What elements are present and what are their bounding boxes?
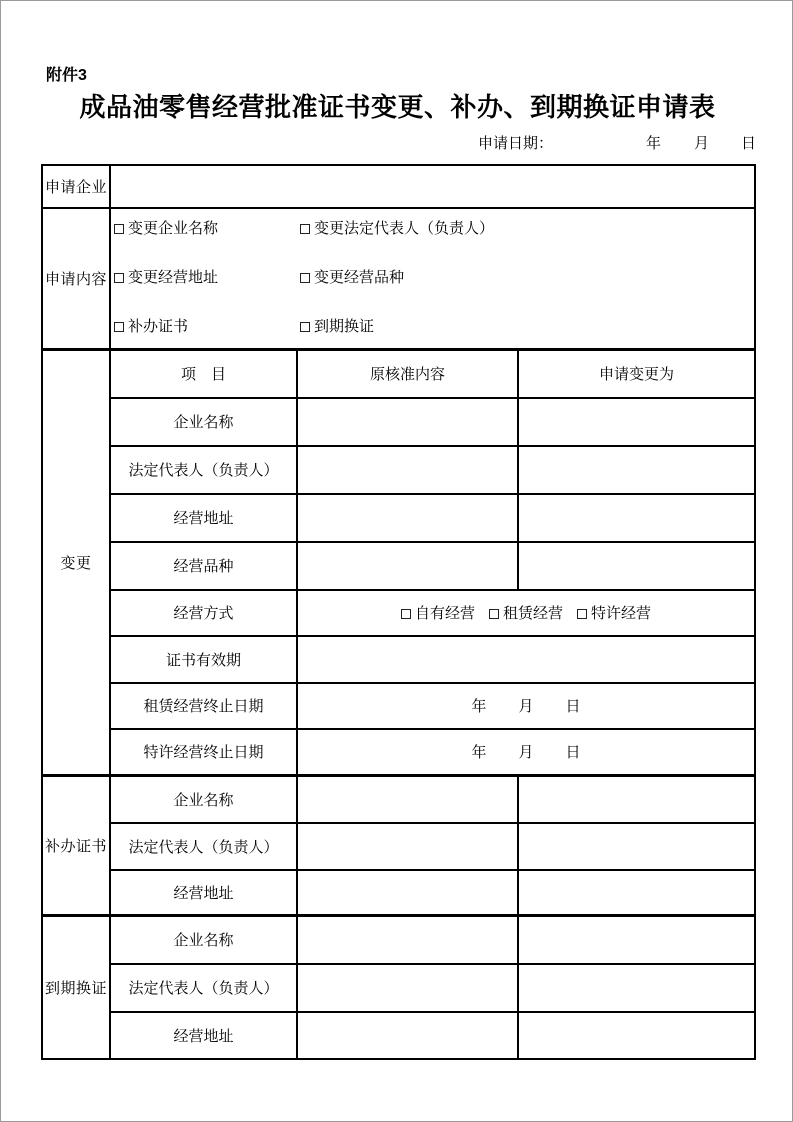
row-item-label: 经营品种 (110, 542, 297, 590)
year-label: 年 (471, 699, 487, 715)
applicant-row (42, 165, 755, 208)
validity-value-cell[interactable] (297, 636, 755, 683)
day-label: 日 (741, 136, 757, 152)
year-label: 年 (646, 136, 662, 152)
column-header-original: 原核准内容 (297, 350, 518, 398)
row-item-label: 特许经营终止日期 (110, 729, 297, 776)
table-row (42, 916, 755, 964)
row-item-label: 法定代表人（负责人） (110, 823, 297, 870)
checkbox-icon[interactable] (114, 273, 124, 283)
day-label: 日 (565, 745, 581, 762)
content-options (111, 209, 754, 348)
column-header-item: 项 目 (110, 350, 297, 398)
option-franchise-operated[interactable] (577, 602, 651, 623)
original-value-cell[interactable] (297, 446, 518, 494)
application-date-label: 申请日期： (478, 136, 554, 152)
content-row (42, 208, 755, 350)
checkbox-icon[interactable] (114, 322, 124, 332)
option-label: 特许经营 (591, 606, 652, 622)
row-item-label: 经营地址 (110, 494, 297, 542)
checkbox-icon[interactable] (300, 273, 310, 283)
change-to-value-cell[interactable] (518, 542, 755, 590)
franchise-end-date-cell[interactable] (297, 729, 755, 776)
row-item-label: 法定代表人（负责人） (110, 964, 297, 1012)
table-row (42, 542, 755, 590)
row-item-label: 经营方式 (110, 590, 297, 636)
original-value-cell[interactable] (297, 494, 518, 542)
table-row (42, 964, 755, 1012)
applicant-value-cell[interactable] (110, 165, 755, 208)
option-renew-certificate[interactable] (300, 319, 374, 336)
option-reissue-certificate[interactable] (114, 319, 300, 336)
franchise-end-date-row (42, 729, 755, 776)
operation-mode-options (401, 602, 651, 623)
option-label: 变更经营地址 (128, 270, 219, 286)
year-label: 年 (471, 745, 487, 762)
option-change-company-name[interactable] (114, 221, 300, 238)
table-row (42, 1012, 755, 1059)
fill-cell[interactable] (297, 776, 518, 823)
original-value-cell[interactable] (297, 398, 518, 446)
content-options-line-1 (114, 221, 754, 238)
reissue-section-label: 补办证书 (42, 776, 110, 916)
content-options-line-3 (114, 319, 754, 336)
content-options-cell (110, 208, 755, 350)
application-date-line (41, 132, 757, 152)
change-to-value-cell[interactable] (518, 398, 755, 446)
option-label: 变更企业名称 (128, 221, 219, 237)
fill-cell[interactable] (297, 964, 518, 1012)
applicant-label-cell: 申请企业 (42, 165, 110, 208)
option-lease-operated[interactable] (489, 602, 563, 623)
change-header-row (42, 350, 755, 398)
column-header-change-to: 申请变更为 (518, 350, 755, 398)
attachment-label: 附件3 (46, 67, 87, 84)
operation-mode-row (42, 590, 755, 636)
row-item-label: 法定代表人（负责人） (110, 446, 297, 494)
fill-cell[interactable] (518, 1012, 755, 1059)
certificate-validity-row (42, 636, 755, 683)
checkbox-icon[interactable] (577, 609, 587, 619)
renewal-section-label: 到期换证 (42, 916, 110, 1059)
option-change-business-address[interactable] (114, 270, 300, 287)
fill-cell[interactable] (297, 1012, 518, 1059)
row-item-label: 企业名称 (110, 398, 297, 446)
fill-cell[interactable] (518, 916, 755, 964)
row-item-label: 企业名称 (110, 916, 297, 964)
fill-cell[interactable] (297, 823, 518, 870)
checkbox-icon[interactable] (300, 322, 310, 332)
option-label: 变更经营品种 (314, 270, 405, 286)
lease-end-date-cell[interactable] (297, 683, 755, 729)
option-label: 租赁经营 (503, 606, 564, 622)
operation-mode-options-cell (297, 590, 755, 636)
fill-cell[interactable] (297, 870, 518, 916)
month-label: 月 (518, 699, 534, 715)
checkbox-icon[interactable] (114, 224, 124, 234)
content-label-cell: 申请内容 (42, 208, 110, 350)
page-title: 成品油零售经营批准证书变更、补办、到期换证申请表 (79, 93, 716, 122)
fill-cell[interactable] (518, 964, 755, 1012)
fill-cell[interactable] (518, 823, 755, 870)
option-label: 补办证书 (128, 319, 189, 335)
row-item-label: 企业名称 (110, 776, 297, 823)
original-value-cell[interactable] (297, 542, 518, 590)
content-options-line-2 (114, 270, 754, 287)
option-self-operated[interactable] (401, 602, 475, 623)
row-item-label: 租赁经营终止日期 (110, 683, 297, 729)
row-item-label: 证书有效期 (110, 636, 297, 683)
table-row (42, 494, 755, 542)
option-change-business-variety[interactable] (300, 270, 404, 287)
lease-end-date-row (42, 683, 755, 729)
change-to-value-cell[interactable] (518, 446, 755, 494)
table-row (42, 398, 755, 446)
option-label: 到期换证 (314, 319, 375, 335)
checkbox-icon[interactable] (489, 609, 499, 619)
application-form-table (41, 164, 756, 1060)
checkbox-icon[interactable] (401, 609, 411, 619)
row-item-label: 经营地址 (110, 1012, 297, 1059)
fill-cell[interactable] (297, 916, 518, 964)
table-row (42, 870, 755, 916)
month-label: 月 (518, 745, 534, 762)
row-item-label: 经营地址 (110, 870, 297, 916)
table-row (42, 446, 755, 494)
change-to-value-cell[interactable] (518, 494, 755, 542)
change-section-label: 变更 (42, 350, 110, 776)
checkbox-icon[interactable] (300, 224, 310, 234)
fill-cell[interactable] (518, 776, 755, 823)
fill-cell[interactable] (518, 870, 755, 916)
option-label: 自有经营 (414, 606, 475, 622)
day-label: 日 (565, 699, 581, 715)
month-label: 月 (694, 136, 710, 152)
option-change-legal-representative[interactable] (300, 221, 494, 238)
table-row (42, 823, 755, 870)
option-label: 变更法定代表人（负责人） (314, 221, 495, 237)
table-row (42, 776, 755, 823)
